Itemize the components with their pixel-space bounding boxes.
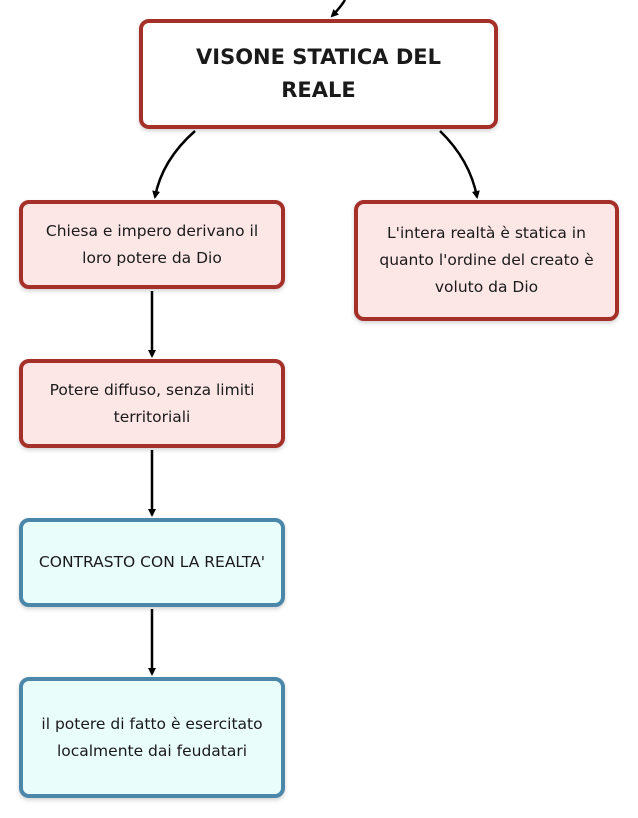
chiesa-impero-text: Chiesa e impero derivano il loro potere da Dio [45,221,259,267]
incoming-arrow [332,0,345,16]
potere-diffuso-text: Potere diffuso, senza limiti territoriali [49,380,255,426]
potere-di-fatto-node[interactable] [19,677,285,798]
potere-diffuso-node[interactable] [19,359,285,448]
arrow-title-to-chiesa [155,131,195,197]
contrasto-text: CONTRASTO CON LA REALTA' [38,553,266,571]
arrow-title-to-realta [440,131,477,197]
contrasto-node[interactable] [19,518,285,607]
chiesa-impero-node[interactable] [19,200,285,289]
realta-statica-text: L'intera realtà è statica in quanto l'ordine del creato è voluto da Dio [379,224,594,296]
title-text: VISONE STATICA DEL REALE [196,45,441,102]
title-node[interactable] [139,19,498,129]
realta-statica-node[interactable] [354,200,619,321]
potere-di-fatto-text: il potere di fatto è esercitato localmente dai feudatari [41,714,263,760]
